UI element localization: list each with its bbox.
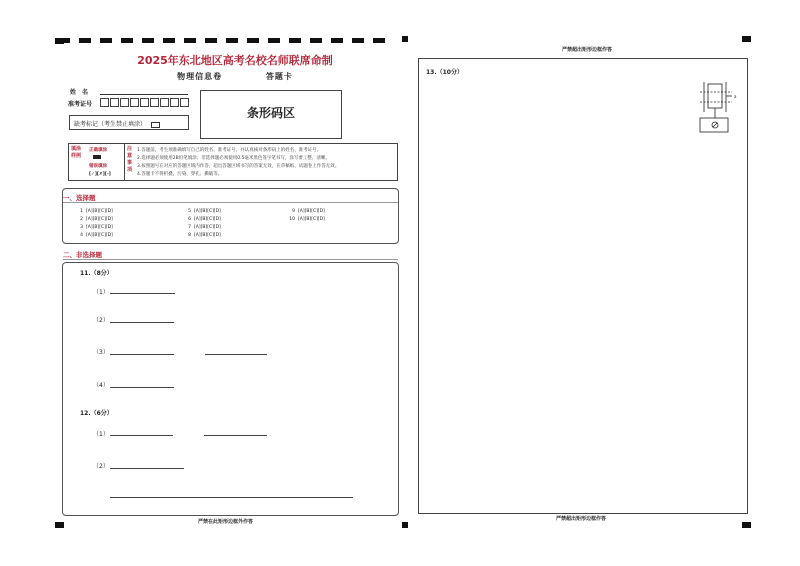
choice-item-4[interactable]: 4 [A][B][C][D] <box>80 233 113 238</box>
choice-item-1[interactable]: 1 [A][B][C][D] <box>80 209 113 214</box>
answer-blank[interactable] <box>110 387 174 388</box>
svg-text:a: a <box>734 94 737 99</box>
correct-fill-sample <box>93 155 101 159</box>
subject-label: 物理信息卷 <box>177 72 223 81</box>
notice-line: 4.答题卡不得折叠、污染、穿孔、撕破等。 <box>137 172 223 177</box>
registration-mark <box>55 522 64 528</box>
boundary-warning: 严禁超出矩形边框作答 <box>562 47 613 53</box>
barcode-area: 条形码区 <box>200 90 342 139</box>
sheet-subtitle <box>60 71 410 82</box>
name-field[interactable] <box>100 94 188 95</box>
fill-samples <box>89 147 111 179</box>
choice-item-2[interactable]: 2 [A][B][C][D] <box>80 217 113 222</box>
choice-item-7[interactable]: 7 [A][B][C][D] <box>188 225 221 230</box>
answer-blank[interactable] <box>205 354 267 355</box>
exam-title: 2025年东北地区高考名校名师联席命制 <box>137 54 333 67</box>
notice-lines <box>137 147 339 179</box>
registration-mark <box>402 522 408 528</box>
notice-title: 注意事项 <box>127 146 133 173</box>
absent-label: 缺考标记（考生禁止填涂） <box>74 121 147 128</box>
name-label: 姓 名 <box>70 89 89 96</box>
registration-mark <box>742 522 751 528</box>
nonchoice-section-title: 二、非选择题 <box>63 251 102 259</box>
id-label: 准考证号 <box>68 101 93 108</box>
answer-blank[interactable] <box>110 468 184 469</box>
boundary-warning: 严禁超出矩形边框作答 <box>556 516 607 522</box>
choice-item-8[interactable]: 8 [A][B][C][D] <box>188 233 221 238</box>
section-rule <box>63 259 398 260</box>
choice-item-10[interactable]: 10 [A][B][C][D] <box>289 217 325 222</box>
q11-part-4: （4） <box>93 382 109 389</box>
choice-item-5[interactable]: 5 [A][B][C][D] <box>188 209 221 214</box>
answer-blank[interactable] <box>110 354 174 355</box>
choice-section-title: 一、选择题 <box>63 194 96 202</box>
answer-blank[interactable] <box>110 435 173 436</box>
sheet-label: 答题卡 <box>265 72 293 81</box>
q11-part-2: （2） <box>93 317 109 324</box>
wrong-fill-sample: [✓][✗][-] <box>89 172 111 177</box>
q12-part-2: （2） <box>93 463 109 470</box>
nonchoice-section <box>62 262 399 516</box>
q11-part-3: （3） <box>93 349 109 356</box>
circuit-diagram <box>696 76 740 138</box>
registration-mark <box>742 36 751 42</box>
q12-label: 12.（6分） <box>80 410 113 417</box>
notice-divider <box>124 144 125 180</box>
section-rule <box>63 202 398 203</box>
absent-checkbox[interactable] <box>151 122 160 128</box>
wrong-fill-label: 错误填涂 <box>89 164 107 169</box>
timing-track <box>58 38 410 44</box>
choice-item-9[interactable]: 9 [A][B][C][D] <box>292 209 325 214</box>
answer-blank[interactable] <box>110 293 175 294</box>
q13-label: 13.（10分） <box>426 69 463 76</box>
answer-blank[interactable] <box>110 497 353 498</box>
notice-line: 3.按照题号在对应的答题区域内作答，超出答题区域书写的答案无效，在草稿纸、试题卷上作答无效。 <box>137 164 340 169</box>
q11-part-1: （1） <box>93 289 109 296</box>
answer-blank[interactable] <box>110 322 174 323</box>
notice-line: 1.答题前，考生须准确填写自己的姓名、准考证号，并认真核对条形码上的姓名、准考证号。 <box>137 148 322 153</box>
notice-line: 2.选择题必须使用2B铅笔填涂；非选择题必须使用0.5毫米黑色签字笔书写，涂写要工整、清晰。 <box>137 156 330 161</box>
boundary-warning: 严禁在此矩形边框外作答 <box>198 519 254 525</box>
q12-part-1: （1） <box>93 431 109 438</box>
choice-item-6[interactable]: 6 [A][B][C][D] <box>188 217 221 222</box>
answer-blank[interactable] <box>204 435 267 436</box>
id-number-boxes[interactable] <box>100 98 190 107</box>
q11-label: 11.（8分） <box>80 270 113 277</box>
notice-box <box>68 143 398 181</box>
choice-item-3[interactable]: 3 [A][B][C][D] <box>80 225 113 230</box>
correct-fill-label: 正确填涂 <box>89 148 107 153</box>
absent-mark-box <box>69 115 189 130</box>
fill-sample-label: 填涂样例 <box>71 146 82 159</box>
